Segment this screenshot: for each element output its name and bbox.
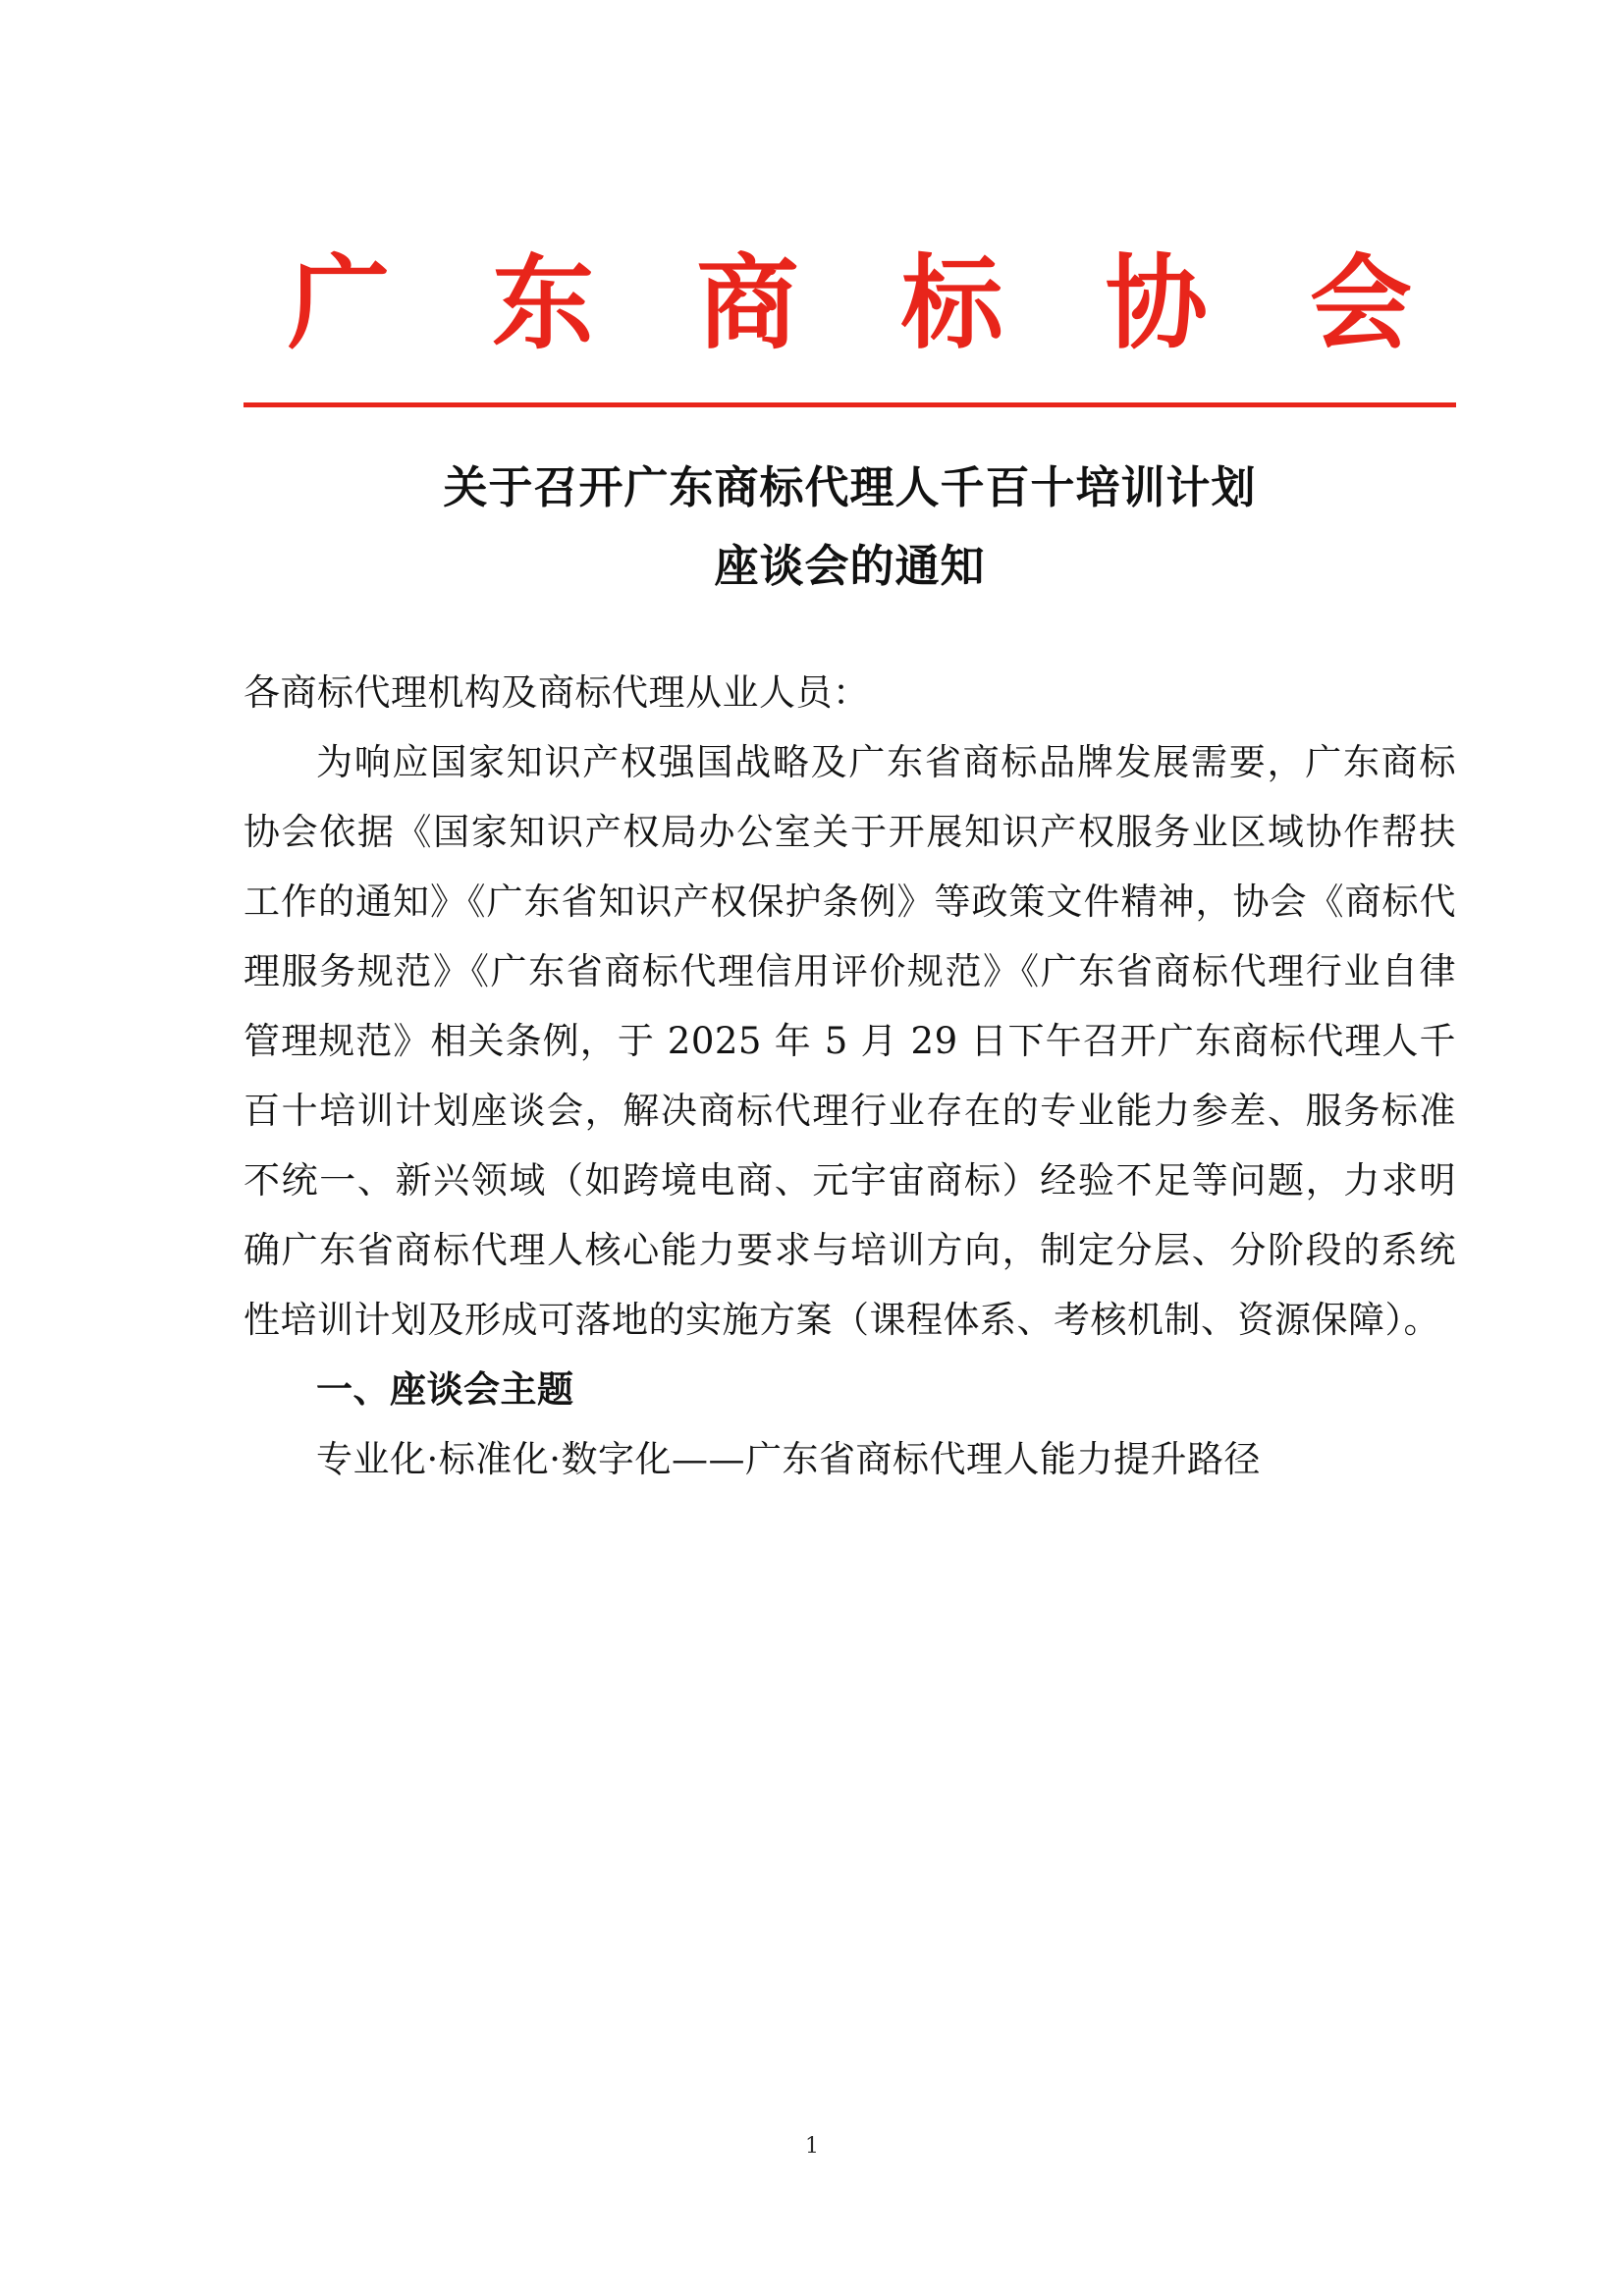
masthead-divider — [244, 402, 1456, 407]
page-title-line-1: 关于召开广东商标代理人千百十培训计划 — [443, 461, 1257, 514]
page-title-line-2: 座谈会的通知 — [714, 540, 986, 593]
document-body — [244, 658, 1456, 1494]
organization-masthead: 广 东 商 标 协 会 — [287, 242, 1446, 363]
section-heading-1: 一、座谈会主题 — [316, 1366, 574, 1411]
body-paragraph-1: 为响应国家知识产权强国战略及广东省商标品牌发展需要，广东商标协会依据《国家知识产权局办公室关于开展知识产权服务业区域协作帮扶工作的通知》《广东省知识产权保护条例》等政策文件精神，协会《商标代理服务规范》《广东省商标代理信用评价规范》《广东省商标代理行业自律管理规范》相关条例，于 2025 年 5 月 29 日下午召开广东商标代理人千百十培训计划座谈会，解决商标代理行业存在的专业能力参差、服务标准不统一、新兴领域（如跨境电商、元宇宙商标）经验不足等问题，力求明确广东省商标代理人核心能力要求与培训方向，制定分层、分阶段的系统性培训计划及形成可落地的实施方案（课程体系、考核机制、资源保障）。 — [244, 740, 1456, 1341]
salutation: 各商标代理机构及商标代理从业人员： — [244, 670, 870, 714]
document-content — [244, 0, 1456, 1494]
section-body-1: 专业化·标准化·数字化——广东省商标代理人能力提升路径 — [316, 1437, 1262, 1480]
page-title — [244, 449, 1456, 606]
page-number: 1 — [805, 2134, 819, 2159]
